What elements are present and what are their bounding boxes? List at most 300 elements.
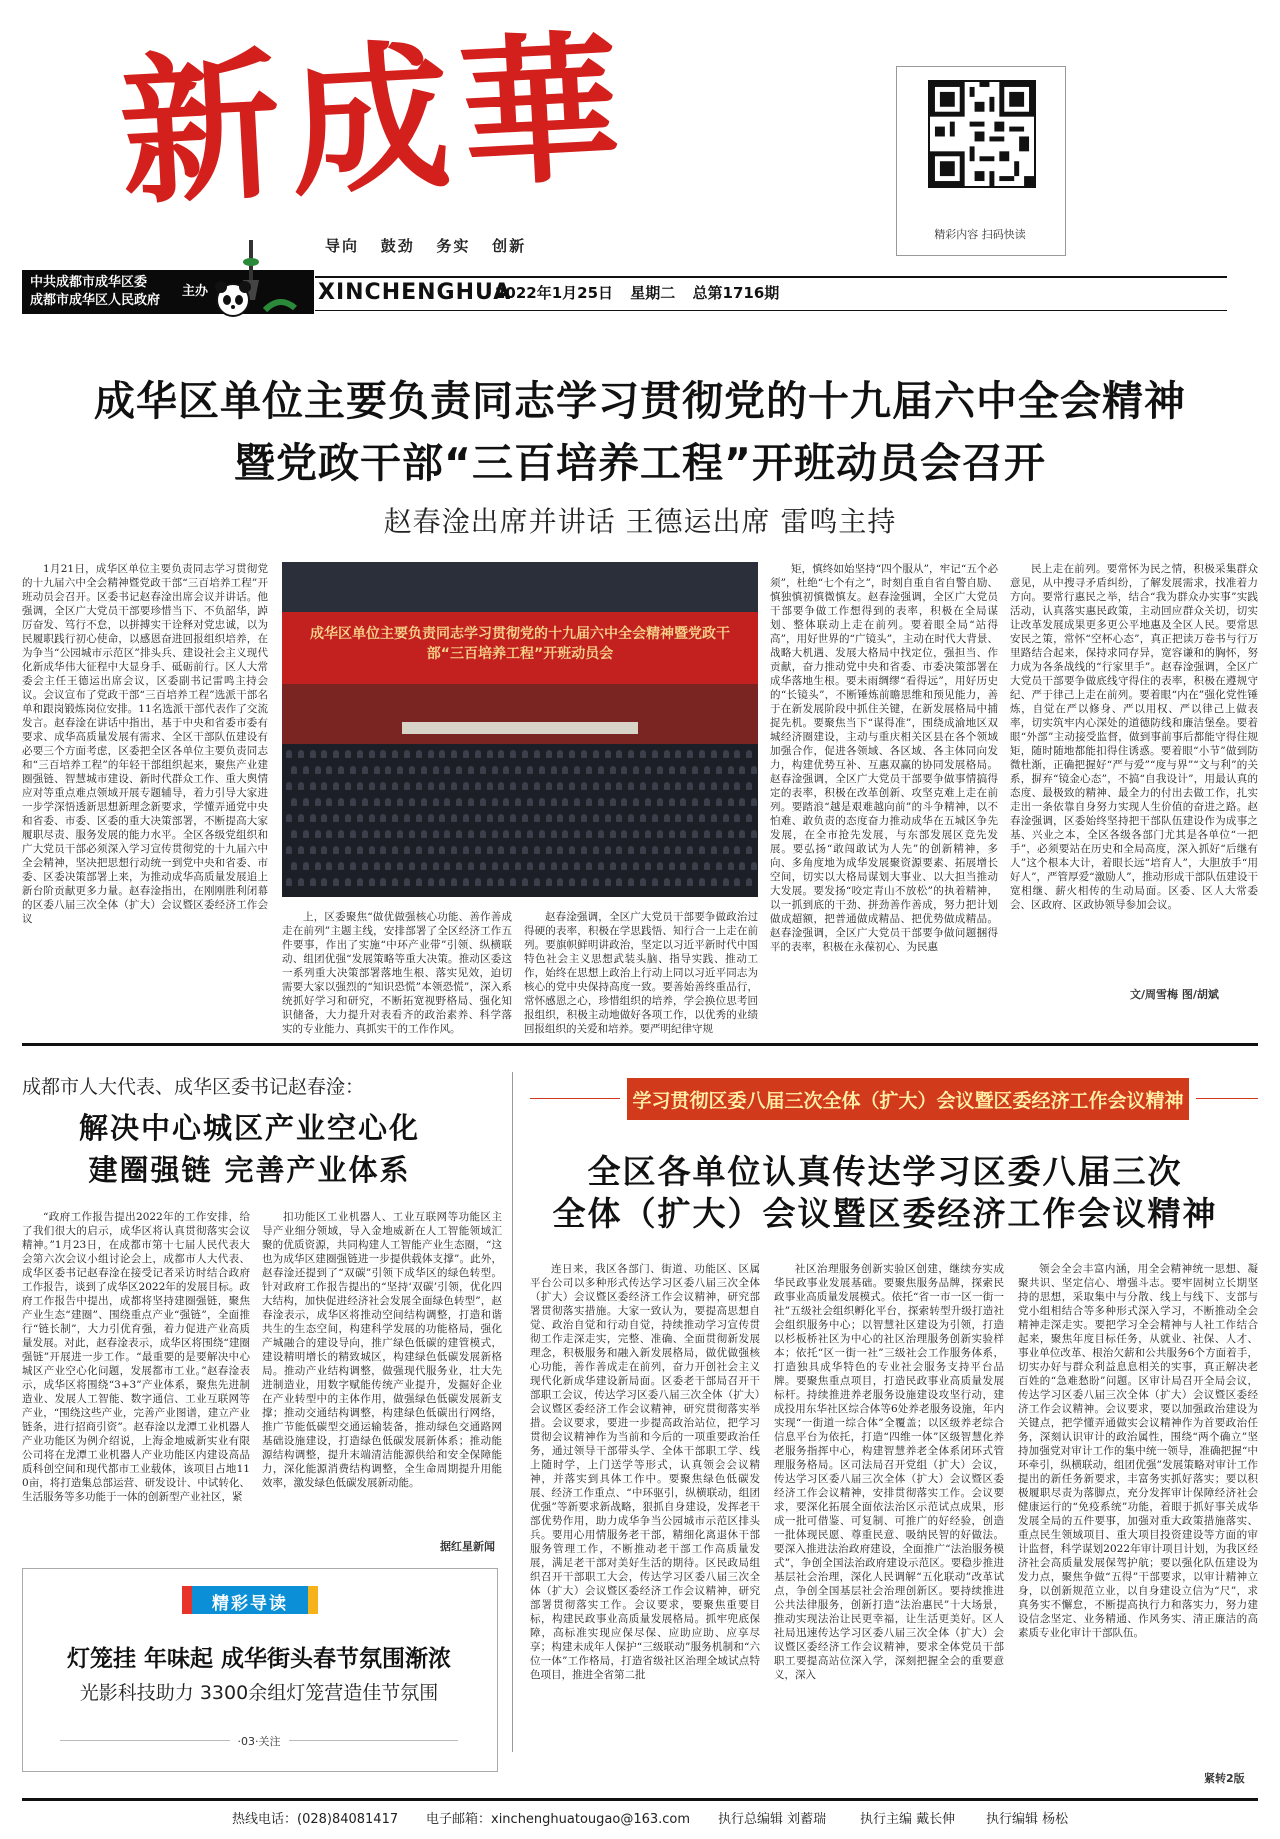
lead-column-4 <box>770 562 998 998</box>
photo-audience-member <box>716 766 722 774</box>
photo-audience-member <box>451 846 457 854</box>
photo-audience-member <box>640 782 646 790</box>
left-story-column-1 <box>22 1210 250 1548</box>
left-story-headline-1: 解决中心城区产业空心化 <box>78 1111 420 1145</box>
photo-audience-member <box>716 862 722 870</box>
photo-audience-member <box>510 782 516 790</box>
photo-audience-member <box>404 878 410 886</box>
photo-audience-member <box>345 846 351 854</box>
photo-audience-member <box>333 846 339 854</box>
lead-column-text: 赵春淦强调，全区广大党员干部要争做政治过得硬的表率，积极在学思践悟、知行合一上走在前列。要旗帜鲜明讲政治，坚定以习近平新时代中国特色社会主义思想武装头脑、指导实践、推动工作，始终在思想上政治上行动上同以习近平同志为核心的党中央保持高度一致。要善始善终重品行，常怀感恩之心，珍惜组织的培养，学会换位思考回报组织，积极主动地做好各项工作，以优秀的业绩回报组织的关爱和培养。要严明纪律守规 <box>524 911 758 1035</box>
tagline-word: 鼓劲 <box>380 237 415 255</box>
photo-audience-member <box>362 798 368 806</box>
photo-audience-member <box>433 798 439 806</box>
lead-headline-line-1: 成华区单位主要负责同志学习贯彻党的十九届六中全会精神 <box>94 377 1186 425</box>
photo-audience-member <box>557 814 563 822</box>
photo-audience-member <box>498 750 504 758</box>
photo-audience-member <box>687 846 693 854</box>
photo-audience-member <box>692 766 698 774</box>
photo-audience-member <box>605 846 611 854</box>
photo-audience-member <box>574 862 580 870</box>
photo-audience-member <box>539 798 545 806</box>
photo-audience-member <box>350 862 356 870</box>
featured-reading-label: 精彩导读 <box>212 1594 288 1614</box>
photo-audience-member <box>527 862 533 870</box>
lead-column-2 <box>282 910 512 1035</box>
photo-audience-member <box>716 798 722 806</box>
photo-audience-member <box>734 814 740 822</box>
photo-audience-member <box>616 750 622 758</box>
photo-audience-member <box>605 878 611 886</box>
photo-audience-member <box>350 766 356 774</box>
photo-audience-member <box>416 878 422 886</box>
photo-audience-member <box>404 782 410 790</box>
photo-audience-member <box>480 798 486 806</box>
photo-audience-member <box>751 862 757 870</box>
photo-audience-member <box>723 878 729 886</box>
photo-audience-member <box>621 766 627 774</box>
qr-code-icon[interactable] <box>928 80 1036 188</box>
photo-audience-member <box>569 846 575 854</box>
photo-audience-member <box>562 798 568 806</box>
photo-audience-member <box>369 846 375 854</box>
photo-audience-member <box>439 878 445 886</box>
right-story-headline-1: 全区各单位认真传达学习区委八届三次 <box>587 1152 1183 1191</box>
photo-audience-member <box>581 750 587 758</box>
photo-stage-banner <box>282 612 758 684</box>
photo-audience-member <box>664 878 670 886</box>
footer-hotline: 热线电话：(028)84081417 <box>232 1812 399 1827</box>
photo-audience-member <box>621 798 627 806</box>
photo-audience-member <box>574 830 580 838</box>
photo-audience-member <box>657 766 663 774</box>
photo-audience-member <box>369 814 375 822</box>
photo-audience-member <box>534 846 540 854</box>
photo-audience-member <box>723 750 729 758</box>
right-story-banner <box>627 1078 1189 1120</box>
lead-column-text: 矩，慎终如始坚持“四个服从”，牢记“五个必须”，杜绝“七个有之”，时刻自重自省自警自励、慎独慎初慎微慎友。赵春淦强调，全区广大党员干部要争做工作想得到的表率，积极在全局谋划、整体联动上走在前列。要着眼全局“站得高”，用好世界的“广镜头”，主动在时代大背景、战略大机遇、发展大格局中找定位，强担当、作贡献，奋力推动党中央和省委、市委决策部署在成华落地生根。要未雨绸缪“看得远”，用好历史的“长镜头”，不断锤炼前瞻思维和预见能力，善于在新发展阶段中抓住关键，在新发展格局中捕捉先机。要聚焦当下“谋得准”，围绕成渝地区双城经济圈建设，主动与重庆相关区县在各个领域加强合作，促进各领域、各区域、各主体同向发力，构建优势互补、互惠双赢的协同发展格局。赵春淦强调，全区广大党员干部要争做事情搞得定的表率，积极在改革创新、攻坚克难上走在前列。要踏浪“越是艰难越向前”的斗争精神，以不怕难、敢负责的态度奋力推动成华在五城区争先发展，在全市抢先发展，与东部发展区竞先发展。要弘扬“敢闯敢试为人先”的创新精神，多向、多角度地为成华发展聚资源要素、拓展增长空间，切实以大格局谋划大事业、以大担当推动大发展。要发扬“咬定青山不放松”的执着精神，以一抓到底的干劲、拼劲善作善成，努力把计划做成超额，把普通做成精品、把优势做成精品。赵春淦强调，全区广大党员干部要争做问题捆得平的表率，积极在永葆初心、为民惠 <box>770 563 998 953</box>
photo-audience-member <box>380 846 386 854</box>
photo-audience-member <box>527 830 533 838</box>
photo-audience-member <box>397 798 403 806</box>
photo-audience-member <box>527 766 533 774</box>
banner-rule-right <box>1196 1098 1258 1099</box>
photo-audience-member <box>692 862 698 870</box>
photo-audience-member <box>751 830 757 838</box>
photo-audience-member <box>539 830 545 838</box>
photo-audience-member <box>633 766 639 774</box>
photo-audience-member <box>298 750 304 758</box>
panda-tower-mascot-icon <box>205 240 301 320</box>
masthead-rule <box>315 276 1227 278</box>
photo-audience-member <box>699 814 705 822</box>
photo-audience-member <box>664 782 670 790</box>
lead-photo <box>282 562 758 897</box>
photo-audience-member <box>616 782 622 790</box>
photo-audience-member <box>392 750 398 758</box>
photo-audience-member <box>392 814 398 822</box>
issue-weekday: 星期二 <box>630 284 676 302</box>
photo-audience-member <box>298 878 304 886</box>
photo-audience-member <box>734 750 740 758</box>
tagline-word: 创新 <box>492 237 527 255</box>
masthead-logo: 新成華 <box>115 12 635 228</box>
photo-audience-member <box>498 814 504 822</box>
photo-audience-member <box>534 878 540 886</box>
photo-audience-member <box>345 782 351 790</box>
photo-audience-member <box>321 782 327 790</box>
photo-audience-member <box>657 862 663 870</box>
photo-audience-member <box>515 798 521 806</box>
photo-audience-member <box>574 798 580 806</box>
photo-audience-member <box>557 782 563 790</box>
photo-audience-member <box>692 830 698 838</box>
photo-audience-member <box>439 782 445 790</box>
photo-audience-member <box>338 766 344 774</box>
footer-email[interactable]: 电子邮箱：xinchenghuatougao@163.com <box>426 1812 691 1827</box>
photo-audience-member <box>498 878 504 886</box>
photo-audience-member <box>628 878 634 886</box>
photo-audience-member <box>711 782 717 790</box>
lead-column-3 <box>524 910 758 1035</box>
photo-audience-member <box>621 862 627 870</box>
photo-audience-member <box>310 878 316 886</box>
photo-audience-member <box>404 814 410 822</box>
photo-audience-member <box>428 782 434 790</box>
photo-audience-member <box>380 878 386 886</box>
lead-column-5 <box>1010 562 1258 980</box>
photo-audience-member <box>664 846 670 854</box>
photo-audience-member <box>593 814 599 822</box>
photo-audience-member <box>699 750 705 758</box>
photo-audience-member <box>522 814 528 822</box>
photo-audience-member <box>315 766 321 774</box>
photo-audience-member <box>704 830 710 838</box>
photo-audience-member <box>397 830 403 838</box>
photo-audience-member <box>569 782 575 790</box>
photo-audience-member <box>562 830 568 838</box>
photo-audience-member <box>581 814 587 822</box>
photo-audience-member <box>439 750 445 758</box>
photo-audience-member <box>439 846 445 854</box>
photo-audience-member <box>574 766 580 774</box>
photo-audience-member <box>522 750 528 758</box>
photo-audience-member <box>581 846 587 854</box>
photo-audience-member <box>357 814 363 822</box>
photo-audience-member <box>310 814 316 822</box>
photo-audience-member <box>510 846 516 854</box>
photo-audience-member <box>338 862 344 870</box>
photo-audience-member <box>321 846 327 854</box>
photo-audience-member <box>451 782 457 790</box>
left-story-text: “政府工作报告提出2022年的工作安排，给了我们很大的启示，成华区将认真贯彻落实会议精神。”1月23日，在成都市第十七届人民代表大会第六次会议小组讨论会上，成都市人大代表、成华区委书记赵春淦在接受记者采访时结合政府工作报告，谈到了成华区2022年的发展目标。政府工作报告中提出，成都将坚持建圈强链，聚焦产业生态“建圈”、围绕重点产业“强链”，全面推行“链长制”，大力引优育强，着力促进产业高质量发展。对此，赵春淦表示，成华区将围绕“建圈强链”开展进一步工作。“最重要的是要解决中心城区产业空心化问题，发展都市工业。”赵春淦表示，成华区将围绕“3+3”产业体系，聚焦先进制造业、发展人工智能、数字通信、工业互联网等产业，“围绕这些产业，完善产业图谱，建立产业链条，进行招商引资”。赵春淦以龙潭工业机器人产业功能区为例介绍说，上海金地威新实业有限公司将在龙潭工业机器人产业功能区内建设高品质科创空间和现代都市工业载体，该项目占地110亩，将打造集总部运营、研发设计、中试转化、生活服务等多功能于一体的创新型产业社区，紧 <box>22 1211 250 1503</box>
photo-audience-member <box>357 878 363 886</box>
photo-audience-member <box>310 782 316 790</box>
right-story-text: 领会全会丰富内涵，用全会精神统一思想、凝聚共识、坚定信心、增强斗志。要牢固树立长期坚持的思想，采取集中与分散、线上与线下、支部与党小组相结合等多种形式深入学习，不断推动全会精神走深走实。要把学习全会精神与人社工作结合起来，聚焦年度目标任务，从就业、社保、人才、事业单位改革、根治欠薪和公共服务6个方面着手，切实办好与群众利益息息相关的实事，真正解决老百姓的“急难愁盼”问题。区审计局召开全局会议，传达学习区委八届三次全体（扩大）会议暨区委经济工作会议精神。会议要求，要以加强政治建设为关键点，把学懂弄通做实会议精神作为首要政治任务，深刻认识审计的政治属性，围绕“两个确立”坚持加强党对审计工作的集中统一领导，准确把握“中环牵引，纵横联动，组团优强”发展策略对审计工作提出的新任务新要求，丰富务实抓好落实；要以积极履职尽责为落脚点，充分发挥审计保障经济社会健康运行的“免疫系统”功能，着眼于抓好事关成华发展全局的五件要事，加强对重大政策措施落实、重点民生领域项目、重大项目投资建设等方面的审计监督，科学谋划2022年审计项目计划，为我区经济社会高质量发展保驾护航；要以强化队伍建设为发力点，聚焦争做“五得”干部要求，以审计精神立身，以创新规范立业，以自身建设立信为“尺”，求真务实不懈怠，不断提高执行力和落实力，努力建设信念坚定、业务精通、作风务实、清正廉洁的高素质专业化审计干部队伍。 <box>1018 1263 1258 1639</box>
photo-audience-member <box>546 782 552 790</box>
photo-audience-member <box>593 846 599 854</box>
continued-on-page-2[interactable]: 紧转2版 <box>1204 1772 1245 1785</box>
photo-audience-member <box>675 750 681 758</box>
photo-audience-member <box>610 766 616 774</box>
photo-audience-member <box>728 798 734 806</box>
photo-audience-member <box>664 814 670 822</box>
photo-audience-member <box>374 766 380 774</box>
page-reference-label[interactable]: ·03·关注 <box>230 1735 289 1748</box>
photo-audience-member <box>586 862 592 870</box>
photo-audience-member <box>680 798 686 806</box>
photo-audience-member <box>409 766 415 774</box>
photo-audience-member <box>628 814 634 822</box>
photo-audience-member <box>416 782 422 790</box>
photo-audience-member <box>463 878 469 886</box>
photo-audience-member <box>333 782 339 790</box>
photo-audience-member <box>598 862 604 870</box>
photo-audience-member <box>652 878 658 886</box>
photo-audience-member <box>338 798 344 806</box>
photo-audience-member <box>487 878 493 886</box>
lead-byline: 文/周雪梅 图/胡斌 <box>1130 988 1219 1001</box>
photo-audience-member <box>310 750 316 758</box>
photo-audience-member <box>746 750 752 758</box>
photo-audience-member <box>326 766 332 774</box>
photo-audience-member <box>397 766 403 774</box>
photo-audience-member <box>345 878 351 886</box>
masthead-pinyin: XINCHENGHUA <box>318 280 512 305</box>
photo-audience-member <box>492 798 498 806</box>
photo-audience-member <box>633 830 639 838</box>
photo-audience-member <box>392 782 398 790</box>
sponsor-names <box>30 274 160 310</box>
right-story-column-3 <box>1018 1262 1258 1762</box>
photo-audience-member <box>409 862 415 870</box>
photo-audience-member <box>369 878 375 886</box>
photo-audience-member <box>669 830 675 838</box>
photo-audience-member <box>716 830 722 838</box>
section-divider <box>22 1043 1258 1046</box>
photo-audience-member <box>315 862 321 870</box>
photo-audience-member <box>298 814 304 822</box>
photo-audience-member <box>581 782 587 790</box>
photo-audience-member <box>546 814 552 822</box>
photo-audience-member <box>428 846 434 854</box>
photo-audience-member <box>475 750 481 758</box>
right-story-column-2 <box>774 1262 1004 1786</box>
photo-audience-member <box>362 830 368 838</box>
featured-reading-title[interactable]: 灯笼挂 年味起 成华街头春节氛围渐浓 <box>66 1646 451 1672</box>
photo-audience-member <box>433 766 439 774</box>
photo-audience-member <box>498 846 504 854</box>
left-story-kicker: 成都市人大代表、成华区委书记赵春淦： <box>22 1076 365 1098</box>
photo-audience-member <box>675 782 681 790</box>
photo-audience-member <box>286 750 292 758</box>
photo-audience-member <box>444 830 450 838</box>
photo-audience-member <box>286 878 292 886</box>
photo-audience-member <box>739 798 745 806</box>
photo-audience-member <box>310 846 316 854</box>
photo-audience-member <box>645 766 651 774</box>
photo-audience-member <box>680 830 686 838</box>
photo-audience-member <box>350 830 356 838</box>
photo-audience-member <box>734 846 740 854</box>
photo-audience-member <box>652 782 658 790</box>
photo-audience-member <box>421 830 427 838</box>
photo-audience-member <box>369 782 375 790</box>
photo-audience-member <box>421 798 427 806</box>
sponsor-line-2: 成都市成华区人民政府 <box>30 293 161 308</box>
photo-audience-member <box>345 814 351 822</box>
photo-audience-member <box>593 750 599 758</box>
photo-audience-member <box>350 798 356 806</box>
photo-audience-member <box>333 814 339 822</box>
photo-audience-member <box>428 750 434 758</box>
photo-audience-member <box>562 766 568 774</box>
photo-audience-member <box>404 750 410 758</box>
photo-audience-member <box>692 798 698 806</box>
photo-audience-member <box>421 766 427 774</box>
photo-audience-member <box>704 798 710 806</box>
photo-audience-member <box>433 830 439 838</box>
photo-audience-member <box>326 862 332 870</box>
photo-audience-member <box>515 766 521 774</box>
photo-audience-member <box>640 846 646 854</box>
left-story-byline: 据红星新闻 <box>440 1540 495 1553</box>
photo-audience-member <box>291 830 297 838</box>
photo-audience-member <box>385 798 391 806</box>
photo-audience-member <box>704 766 710 774</box>
photo-audience-member <box>503 766 509 774</box>
photo-audience-member <box>628 846 634 854</box>
masthead-tagline <box>325 235 526 256</box>
left-story-column-2 <box>262 1210 502 1532</box>
photo-audience-member <box>456 862 462 870</box>
left-story-text: 扣功能区工业机器人、工业互联网等功能区主导产业细分领域，导入金地威新在人工智能领域汇聚的优质资源，共同构建人工智能产业生态圈，“这也为成华区建圈强链进一步提供载体支撑”。此外，赵春淦还提到了“双碳”引领下成华区的绿色转型。针对政府工作报告提出的“坚持‘双碳’引领，优化四大结构，加快促进经济社会发展全面绿色转型”，赵春淦表示，成华区将推动空间结构调整，打造和谐共生的生态空间，构建科学发展的功能格局，强化产城融合的建设导向，推广绿色低碳的建管模式，建设精明增长的精致城区，构建绿色低碳发展新格局。推动产业结构调整，做强现代服务业，壮大先进制造业，用数字赋能传统产业提升，发掘好企业在产业转型中的主体作用，做强绿色低碳发展新支撑；推动交通结构调整，构建绿色低碳出行网络，推广节能低碳型交通运输装备，推动绿色交通路网基础设施建设，打造绿色低碳发展新体系；推动能源结构调整，提升末端清洁能源供给和安全保障能力，深化能源消费结构调整，全生命周期提升用能效率，激发绿色低碳发展新动能。 <box>262 1211 502 1489</box>
photo-audience-member <box>492 830 498 838</box>
photo-audience-member <box>291 798 297 806</box>
right-story-headline-2: 全体（扩大）会议暨区委经济工作会议精神 <box>552 1194 1218 1233</box>
photo-audience-member <box>734 878 740 886</box>
photo-audience-member <box>728 766 734 774</box>
photo-audience-member <box>711 878 717 886</box>
photo-audience-member <box>374 798 380 806</box>
photo-audience-member <box>557 750 563 758</box>
photo-audience-member <box>534 750 540 758</box>
photo-audience-member <box>286 846 292 854</box>
page-reference[interactable] <box>22 1733 496 1749</box>
lead-column-text: 民上走在前列。要常怀为民之情，积极采集群众意见，从中搜寻矛盾纠纷，了解发展需求，找准着力方向。要常行惠民之举，结合“我为群众办实事”实践活动，认真落实惠民政策，主动回应群众关切，切实让改革发展成果更多更公平地惠及全区人民。要常思安民之策，常怀“空杯心态”，真正把读万卷书与行万里路结合起来，保持求同存异，宽容谦和的胸怀，努力成为各条战线的“行家里手”。赵春淦强调，全区广大党员干部要争做底线守得住的表率，积极在遵规守纪、严于律己上走在前列。要着眼“内在”强化党性锤炼，自觉在严以修身、严以用权、严以律己上做表率，切实筑牢内心深处的道德防线和廉洁堡垒。要着眼“外部”主动接受监督，做到事前事后都能守得住规矩，随时随地都能扣得住诱惑。要着眼“小节”做到防微杜渐，正确把握好“严与爱”“度与界”“文与利”的关系，摒弃“镜金心态”，不搞“自我设计”，用最认真的态度、最极致的精神、最全力的付出去做工作，扎实走出一条依靠自身努力实现人生价值的奋进之路。赵春淦强调，区委始终坚持把干部队伍建设作为成事之基、兴业之本，全区各级各部门尤其是各单位“一把手”，必须要站在历史和全局高度，深入抓好“后继有人”这个根本大计，着眼长远“培育人”，大胆放手“用好人”，严管厚爱“激励人”，推动形成干部队伍建设干宽相继、薪火相传的生动局面。区委、区人大常委会、区政府、区政协领导参加会议。 <box>1010 563 1258 911</box>
right-story-text: 连日来，我区各部门、街道、功能区、区属平台公司以多种形式传达学习区委八届三次全体（扩大）会议暨区委经济工作会议精神，研究部署贯彻落实措施。大家一致认为，要提高思想自觉、政治自觉和行动自觉，持续推动学习宣传贯彻工作走深走实，完整、准确、全面贯彻新发展理念，积极服务和融入新发展格局，做优做强核心功能，善作善成走在前列，奋力开创社会主义现代化新成华建设新局面。区委老干部局召开干部职工会议，传达学习区委八届三次全体（扩大）会议暨区委经济工作会议精神，研究贯彻落实举措。会议要求，要进一步提高政治站位，把学习贯彻会议精神作为当前和今后的一项重要政治任务，通过领导干部带头学、全体干部职工学、线上随时学，上门送学等形式，认真领会会议精神，并落实到具体工作中。要聚焦绿色低碳发展、经济工作重点、“中环驱引，纵横联动，组团优强”等新要求新战略，狠抓自身建设，发挥老干部优势作用，助力成华争当公园城市示范区排头兵。要用心用情服务老干部，精细化离退休干部服务管理工作，不断推动老干部工作高质量发展，满足老干部对美好生活的期待。区民政局组织召开干部职工大会，传达学习区委八届三次全体（扩大）会议暨区委经济工作会议精神，研究部署贯彻落实工作。会议要求，要聚焦重要目标，构建民政事业高质量发展格局。抓牢兜底保障，高标准实现应保尽保、应助应助、应享尽享；构建未成年人保护“三级联动”服务机制和“六位一体”工作格局，打造省级社区治理全域试点特色项目，推进全省第二批 <box>530 1263 760 1681</box>
photo-audience-member <box>675 846 681 854</box>
photo-audience-member <box>503 862 509 870</box>
photo-audience-member <box>475 814 481 822</box>
photo-audience-member <box>723 814 729 822</box>
photo-audience-member <box>492 862 498 870</box>
photo-audience-member <box>416 814 422 822</box>
footer-chief-editor: 执行总编辑 刘蓄瑞 <box>718 1812 827 1827</box>
photo-audience-member <box>326 798 332 806</box>
photo-audience-member <box>498 782 504 790</box>
photo-audience-member <box>409 830 415 838</box>
photo-audience-member <box>699 846 705 854</box>
photo-audience-member <box>362 862 368 870</box>
photo-audience-member <box>711 814 717 822</box>
photo-audience-member <box>598 798 604 806</box>
photo-audience-member <box>428 878 434 886</box>
photo-audience-member <box>734 782 740 790</box>
photo-audience-member <box>463 846 469 854</box>
photo-audience-member <box>652 814 658 822</box>
photo-audience-member <box>456 798 462 806</box>
photo-audience-member <box>475 878 481 886</box>
photo-audience-member <box>480 766 486 774</box>
column-divider <box>512 1072 513 1752</box>
photo-audience-member <box>503 830 509 838</box>
photo-audience-member <box>321 878 327 886</box>
photo-audience-member <box>621 830 627 838</box>
photo-audience-member <box>522 782 528 790</box>
photo-audience-member <box>652 846 658 854</box>
tagline-word: 导向 <box>325 237 360 255</box>
photo-audience-member <box>551 766 557 774</box>
photo-audience-member <box>333 750 339 758</box>
sponsor-suffix: 主办 <box>182 284 209 299</box>
photo-audience-member <box>593 878 599 886</box>
photo-audience-member <box>557 846 563 854</box>
photo-audience-member <box>593 782 599 790</box>
photo-audience-member <box>699 878 705 886</box>
lead-headline-line-2: 暨党政干部“三百培养工程”开班动员会召开 <box>234 439 1046 487</box>
photo-audience-member <box>385 862 391 870</box>
photo-audience-member <box>598 766 604 774</box>
photo-audience-member <box>468 766 474 774</box>
photo-audience-member <box>475 782 481 790</box>
photo-audience-member <box>510 750 516 758</box>
photo-audience-member <box>315 830 321 838</box>
photo-audience-member <box>711 846 717 854</box>
photo-audience-member <box>546 750 552 758</box>
photo-audience-member <box>298 782 304 790</box>
photo-audience-member <box>551 798 557 806</box>
photo-audience-member <box>586 830 592 838</box>
photo-audience-member <box>605 750 611 758</box>
photo-audience-member <box>723 846 729 854</box>
photo-audience-member <box>291 766 297 774</box>
photo-audience-member <box>534 782 540 790</box>
photo-audience-member <box>569 878 575 886</box>
photo-audience-member <box>515 830 521 838</box>
photo-audience-member <box>321 814 327 822</box>
photo-audience-member <box>711 750 717 758</box>
photo-audience-member <box>746 782 752 790</box>
photo-audience-member <box>739 830 745 838</box>
issue-line <box>495 282 791 303</box>
photo-audience-member <box>433 862 439 870</box>
photo-audience-member <box>456 766 462 774</box>
photo-audience-member <box>633 798 639 806</box>
sponsor-line-1: 中共成都市成华区委 <box>30 275 148 290</box>
photo-stage <box>282 684 758 744</box>
photo-audience-member <box>286 782 292 790</box>
right-story-column-1 <box>530 1262 760 1786</box>
photo-audience-member <box>723 782 729 790</box>
photo-audience-member <box>645 798 651 806</box>
photo-audience-member <box>751 766 757 774</box>
photo-audience-member <box>687 750 693 758</box>
photo-audience-member <box>581 878 587 886</box>
photo-audience-member <box>291 862 297 870</box>
photo-audience-member <box>444 766 450 774</box>
photo-audience-member <box>451 878 457 886</box>
